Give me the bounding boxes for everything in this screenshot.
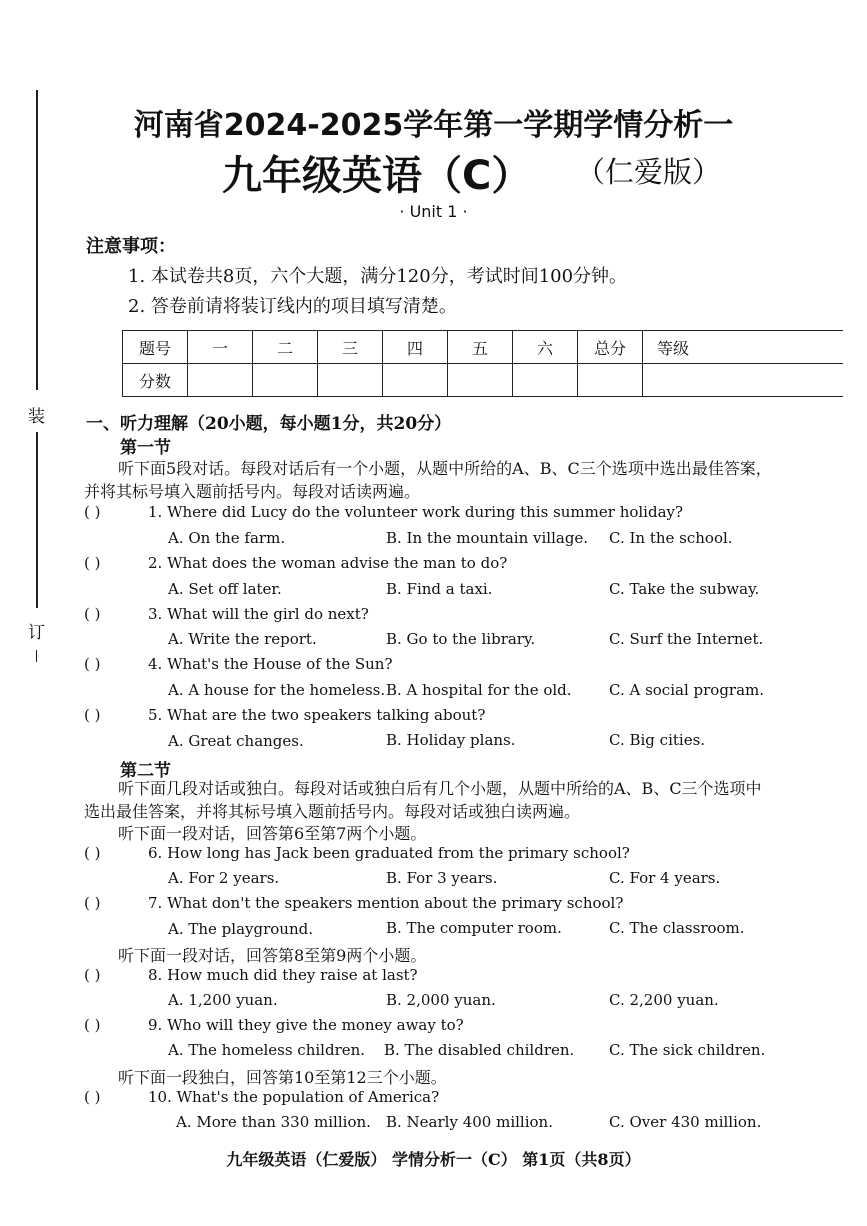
sub-instruction: 听下面一段独白，回答第10至第12三个小题。 [118, 1068, 447, 1087]
answer-bracket[interactable]: ( ) [84, 1088, 101, 1106]
option-b: B. Nearly 400 million. [386, 1113, 553, 1131]
binding-line-middle [36, 432, 38, 608]
option-c: C. For 4 years. [609, 869, 721, 887]
table-cell: 三 [318, 331, 383, 364]
answer-bracket[interactable]: ( ) [84, 894, 101, 912]
table-cell: 六 [513, 331, 578, 364]
instruction-line: 听下面几段对话或独白。每段对话或独白后有几个小题，从题中所给的A、B、C三个选项中 [118, 779, 762, 798]
instruction-line: 选出最佳答案，并将其标号填入题前括号内。每段对话或独白读两遍。 [84, 802, 581, 821]
option-c: C. The classroom. [609, 919, 745, 937]
option-a: A. Write the report. [168, 630, 317, 648]
option-b: B. The disabled children. [384, 1041, 575, 1059]
part-title: 第二节 [120, 761, 171, 781]
question-row [84, 966, 784, 990]
exam-title: 河南省2024-2025学年第一学期学情分析一 [133, 108, 734, 143]
score-cell[interactable] [253, 364, 318, 397]
question-row [84, 605, 784, 629]
option-b: B. 2,000 yuan. [386, 991, 496, 1009]
question-row [84, 503, 784, 527]
table-cell: 分数 [123, 364, 188, 397]
table-cell: 等级 [643, 331, 844, 364]
question-row [84, 844, 784, 868]
score-cell[interactable] [513, 364, 578, 397]
section-title: 一、听力理解（20小题，每小题1分，共20分） [86, 414, 452, 434]
binding-mark-zhuang: 装 [28, 407, 45, 427]
instruction-line: 并将其标号填入题前括号内。每段对话读两遍。 [84, 482, 421, 501]
option-b: B. Go to the library. [386, 630, 536, 648]
instruction-line: 听下面5段对话。每段对话后有一个小题，从题中所给的A、B、C三个选项中选出最佳答案， [118, 459, 772, 478]
option-a: A. Set off later. [168, 580, 282, 598]
question-row [84, 655, 784, 679]
question-text: 4. What's the House of the Sun? [148, 655, 393, 673]
question-text: 7. What don't the speakers mention about the primary school? [148, 894, 624, 912]
answer-bracket[interactable]: ( ) [84, 706, 101, 724]
question-text: 2. What does the woman advise the man to do? [148, 554, 508, 572]
option-c: C. Surf the Internet. [609, 630, 764, 648]
score-table-score-row [123, 364, 844, 397]
sub-instruction: 听下面一段对话，回答第8至第9两个小题。 [118, 946, 427, 965]
question-text: 1. Where did Lucy do the volunteer work during this summer holiday? [148, 503, 684, 521]
question-row [84, 894, 784, 918]
answer-bracket[interactable]: ( ) [84, 554, 101, 572]
option-b: B. Holiday plans. [386, 731, 516, 749]
answer-bracket[interactable]: ( ) [84, 966, 101, 984]
score-cell[interactable] [578, 364, 643, 397]
question-text: 5. What are the two speakers talking about? [148, 706, 486, 724]
score-table [122, 330, 843, 397]
table-cell: 总分 [578, 331, 643, 364]
option-b: B. Find a taxi. [386, 580, 493, 598]
table-cell: 一 [188, 331, 253, 364]
note-item: 2. 答卷前请将装订线内的项目填写清楚。 [128, 296, 457, 317]
question-text: 10. What's the population of America? [148, 1088, 440, 1106]
exam-subtitle: 九年级英语（C） [222, 153, 532, 199]
edition-label: （仁爱版） [576, 155, 722, 189]
binding-line-short [36, 650, 37, 662]
question-row [84, 1016, 784, 1040]
question-text: 9. Who will they give the money away to? [148, 1016, 464, 1034]
option-c: C. 2,200 yuan. [609, 991, 719, 1009]
score-table-header-row [123, 331, 844, 364]
notes-heading: 注意事项： [86, 236, 176, 257]
option-a: A. The homeless children. [168, 1041, 366, 1059]
score-cell[interactable] [188, 364, 253, 397]
option-c: C. Over 430 million. [609, 1113, 762, 1131]
table-cell: 二 [253, 331, 318, 364]
answer-bracket[interactable]: ( ) [84, 1016, 101, 1034]
sub-instruction: 听下面一段对话，回答第6至第7两个小题。 [118, 824, 427, 843]
answer-bracket[interactable]: ( ) [84, 503, 101, 521]
option-c: C. Big cities. [609, 731, 706, 749]
binding-mark-ding: 订 [28, 623, 45, 643]
question-row [84, 706, 784, 730]
question-text: 3. What will the girl do next? [148, 605, 369, 623]
question-row [84, 554, 784, 578]
option-b: B. The computer room. [386, 919, 562, 937]
note-item: 1. 本试卷共8页，六个大题，满分120分，考试时间100分钟。 [128, 266, 628, 287]
option-a: A. On the farm. [168, 529, 286, 547]
option-c: C. The sick children. [609, 1041, 766, 1059]
question-text: 8. How much did they raise at last? [148, 966, 418, 984]
option-a: A. For 2 years. [168, 869, 280, 887]
grade-cell[interactable] [643, 364, 844, 397]
table-cell: 四 [383, 331, 448, 364]
score-cell[interactable] [448, 364, 513, 397]
answer-bracket[interactable]: ( ) [84, 844, 101, 862]
table-cell: 五 [448, 331, 513, 364]
option-b: B. A hospital for the old. [386, 681, 572, 699]
page-footer: 九年级英语（仁爱版） 学情分析一（C） 第1页（共8页） [226, 1150, 641, 1169]
answer-bracket[interactable]: ( ) [84, 655, 101, 673]
score-cell[interactable] [318, 364, 383, 397]
table-cell: 题号 [123, 331, 188, 364]
option-a: A. More than 330 million. [176, 1113, 371, 1131]
answer-bracket[interactable]: ( ) [84, 605, 101, 623]
option-a: A. 1,200 yuan. [168, 991, 278, 1009]
option-c: C. In the school. [609, 529, 733, 547]
option-c: C. Take the subway. [609, 580, 760, 598]
option-b: B. In the mountain village. [386, 529, 589, 547]
part-title: 第一节 [120, 438, 171, 458]
option-a: A. A house for the homeless. [168, 681, 386, 699]
option-a: A. Great changes. [168, 732, 304, 750]
score-cell[interactable] [383, 364, 448, 397]
question-text: 6. How long has Jack been graduated from the primary school? [148, 844, 630, 862]
unit-label: · Unit 1 · [399, 202, 468, 221]
option-b: B. For 3 years. [386, 869, 498, 887]
question-row [84, 1088, 784, 1112]
option-a: A. The playground. [168, 920, 313, 938]
option-c: C. A social program. [609, 681, 765, 699]
